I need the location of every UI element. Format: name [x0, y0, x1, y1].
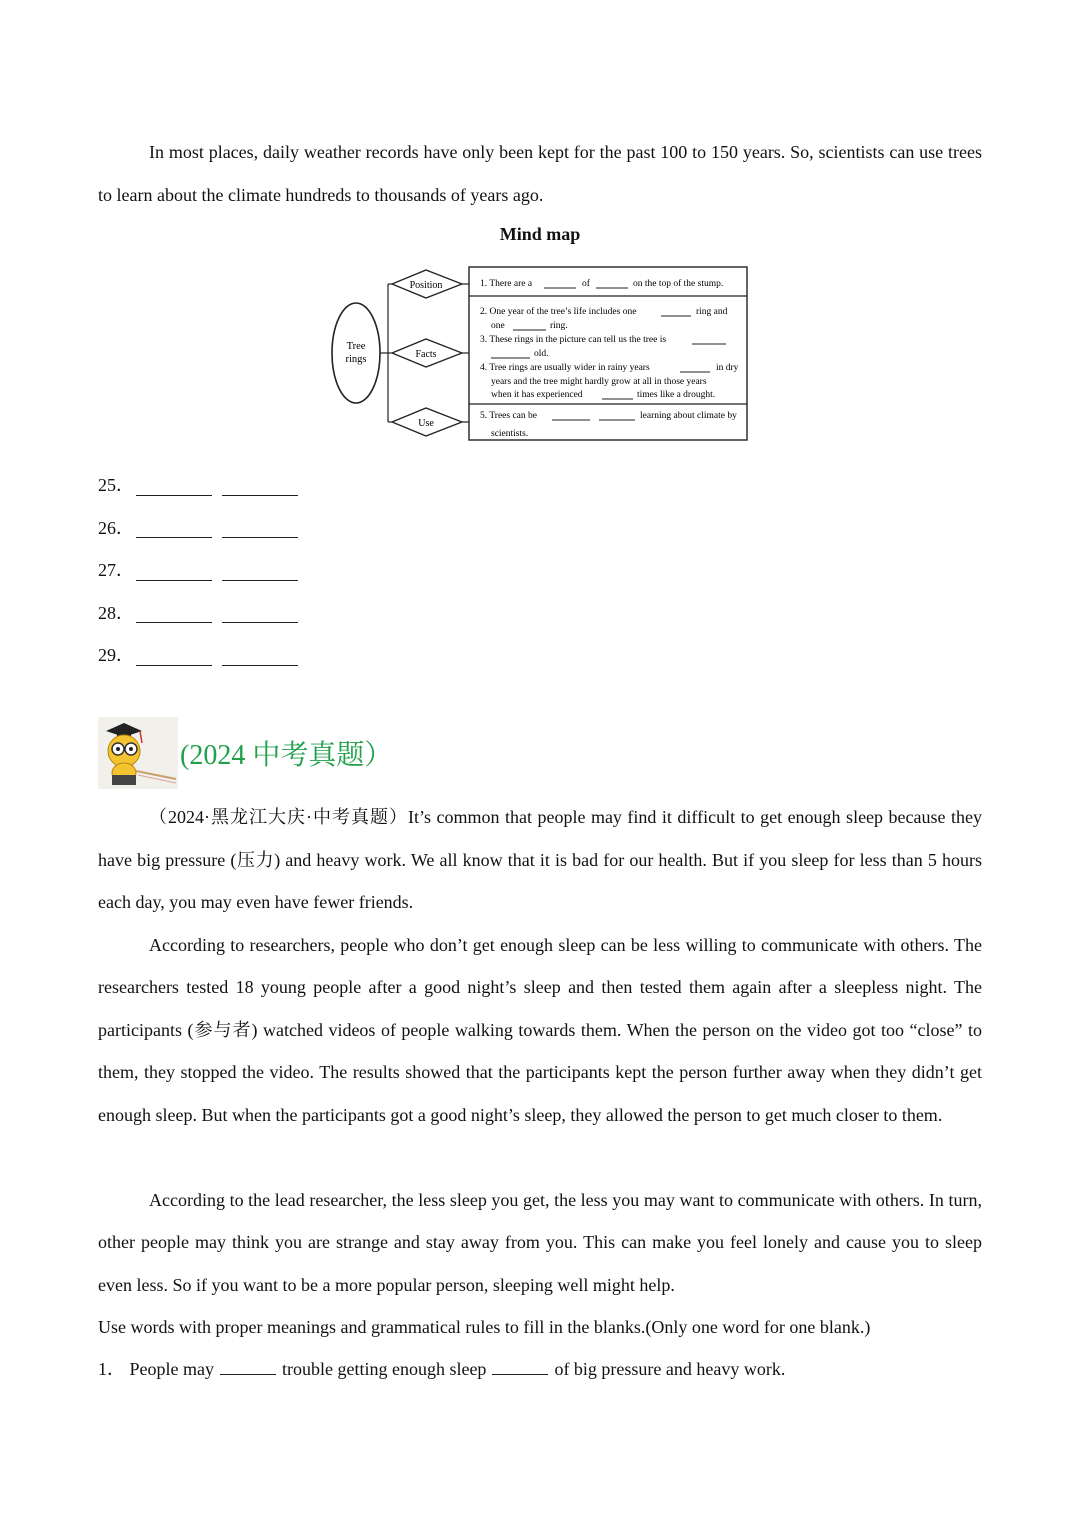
answer-row: [98, 463, 308, 506]
box2-line2b: ring.: [550, 321, 568, 331]
box3-line1b: learning about climate by: [640, 411, 737, 421]
box2-line3a: 3. These rings in the picture can tell us the tree is: [480, 335, 667, 345]
box2-line4a: old.: [534, 349, 549, 359]
box2-line5a: 4. Tree rings are usually wider in rainy years: [480, 363, 650, 373]
answer-blanks-list: [98, 463, 308, 676]
answer-blank[interactable]: [222, 473, 298, 496]
answer-blank[interactable]: [220, 1356, 276, 1375]
box3-line2: scientists.: [491, 429, 529, 439]
answer-blank[interactable]: [222, 558, 298, 581]
passage2-paragraph-2: According to researchers, people who don’t get enough sleep can be less willing to communicate with others. The researchers tested 18 young people after a good night’s sleep and then tested them again after a sleepless night. The participants (参与者) watched videos of people walking towards them. When the person on the video got too “close” to them, they stopped the video. The results showed that the participants kept the person further away when they didn’t get enough sleep. But when the participants got a good night’s sleep, they allowed the person to get much closer to them.: [98, 934, 982, 1125]
center-label-1: Tree: [346, 341, 366, 352]
section-title: (2024 中考真题）: [180, 740, 393, 771]
tree-rings-node: [332, 303, 380, 403]
answer-blank[interactable]: [136, 515, 212, 538]
answer-number: 25．: [98, 475, 134, 496]
center-label-2: rings: [345, 354, 367, 365]
box2-line5b: in dry: [716, 363, 739, 373]
branch-use: Use: [418, 418, 434, 429]
box1-text-a: 1. There are a: [480, 279, 533, 289]
answer-number: 26．: [98, 517, 134, 538]
section-header: [98, 717, 392, 789]
answer-blank[interactable]: [222, 643, 298, 666]
question-number: 1．: [98, 1359, 125, 1379]
passage2-paragraph-3: According to the lead researcher, the less sleep you get, the less you may want to communicate with others. In turn, other people may think you are strange and stay away from you. This can make you feel lonely and cause you to sleep even less. So if you want to be a more popular person, sleeping well might help.: [98, 1189, 982, 1295]
answer-blank[interactable]: [222, 515, 298, 538]
answer-blank[interactable]: [136, 600, 212, 623]
box2-line1b: ring and: [696, 307, 728, 317]
box1-text-c: on the top of the stump.: [633, 279, 724, 289]
question-1: [98, 1348, 785, 1391]
intro-paragraph: In most places, daily weather records have only been kept for the past 100 to 150 years. So, scientists can use trees to learn about the climate hundreds to thousands of years ago.: [98, 142, 982, 205]
mind-map-figure: [330, 262, 750, 444]
question-text-c: of big pressure and heavy work.: [554, 1359, 786, 1379]
answer-number: 28．: [98, 602, 134, 623]
answer-blank[interactable]: [136, 558, 212, 581]
question-text-b: trouble getting enough sleep: [281, 1359, 487, 1379]
mind-map-title: Mind map: [499, 224, 581, 244]
box2-line1a: 2. One year of the tree’s life includes one: [480, 307, 637, 317]
box1-text-b: of: [582, 279, 590, 289]
mascot-icon: [98, 717, 178, 789]
box3-line1a: 5. Trees can be: [480, 411, 537, 421]
branch-facts: Facts: [415, 349, 437, 360]
branch-position: Position: [409, 280, 443, 291]
answer-number: 29．: [98, 645, 134, 666]
box2-line7a: when it has experienced: [491, 390, 583, 400]
question-text-a: People may: [129, 1359, 214, 1379]
box2-line6: years and the tree might hardly grow at all in those years: [491, 377, 707, 387]
answer-row: [98, 548, 308, 591]
passage2-paragraph-1: （2024·黑龙江大庆·中考真题）It’s common that people may find it difficult to get enough sleep because they have big pressure (压力) and heavy work. We all know that it is bad for our health. But if you sleep for less than 5 hours each day, you may even have fewer friends.: [98, 807, 982, 912]
box2-line7b: times like a drought.: [637, 390, 716, 400]
answer-row: [98, 591, 308, 634]
answer-number: 27．: [98, 560, 134, 581]
box2-line2a: one: [491, 321, 505, 331]
answer-blank[interactable]: [222, 600, 298, 623]
instruction-text: Use words with proper meanings and grammatical rules to fill in the blanks.(Only one word for one blank.): [98, 1317, 871, 1337]
answer-blank[interactable]: [136, 643, 212, 666]
answer-blank[interactable]: [492, 1356, 548, 1375]
answer-blank[interactable]: [136, 473, 212, 496]
answer-row: [98, 506, 308, 549]
answer-row: [98, 633, 308, 676]
